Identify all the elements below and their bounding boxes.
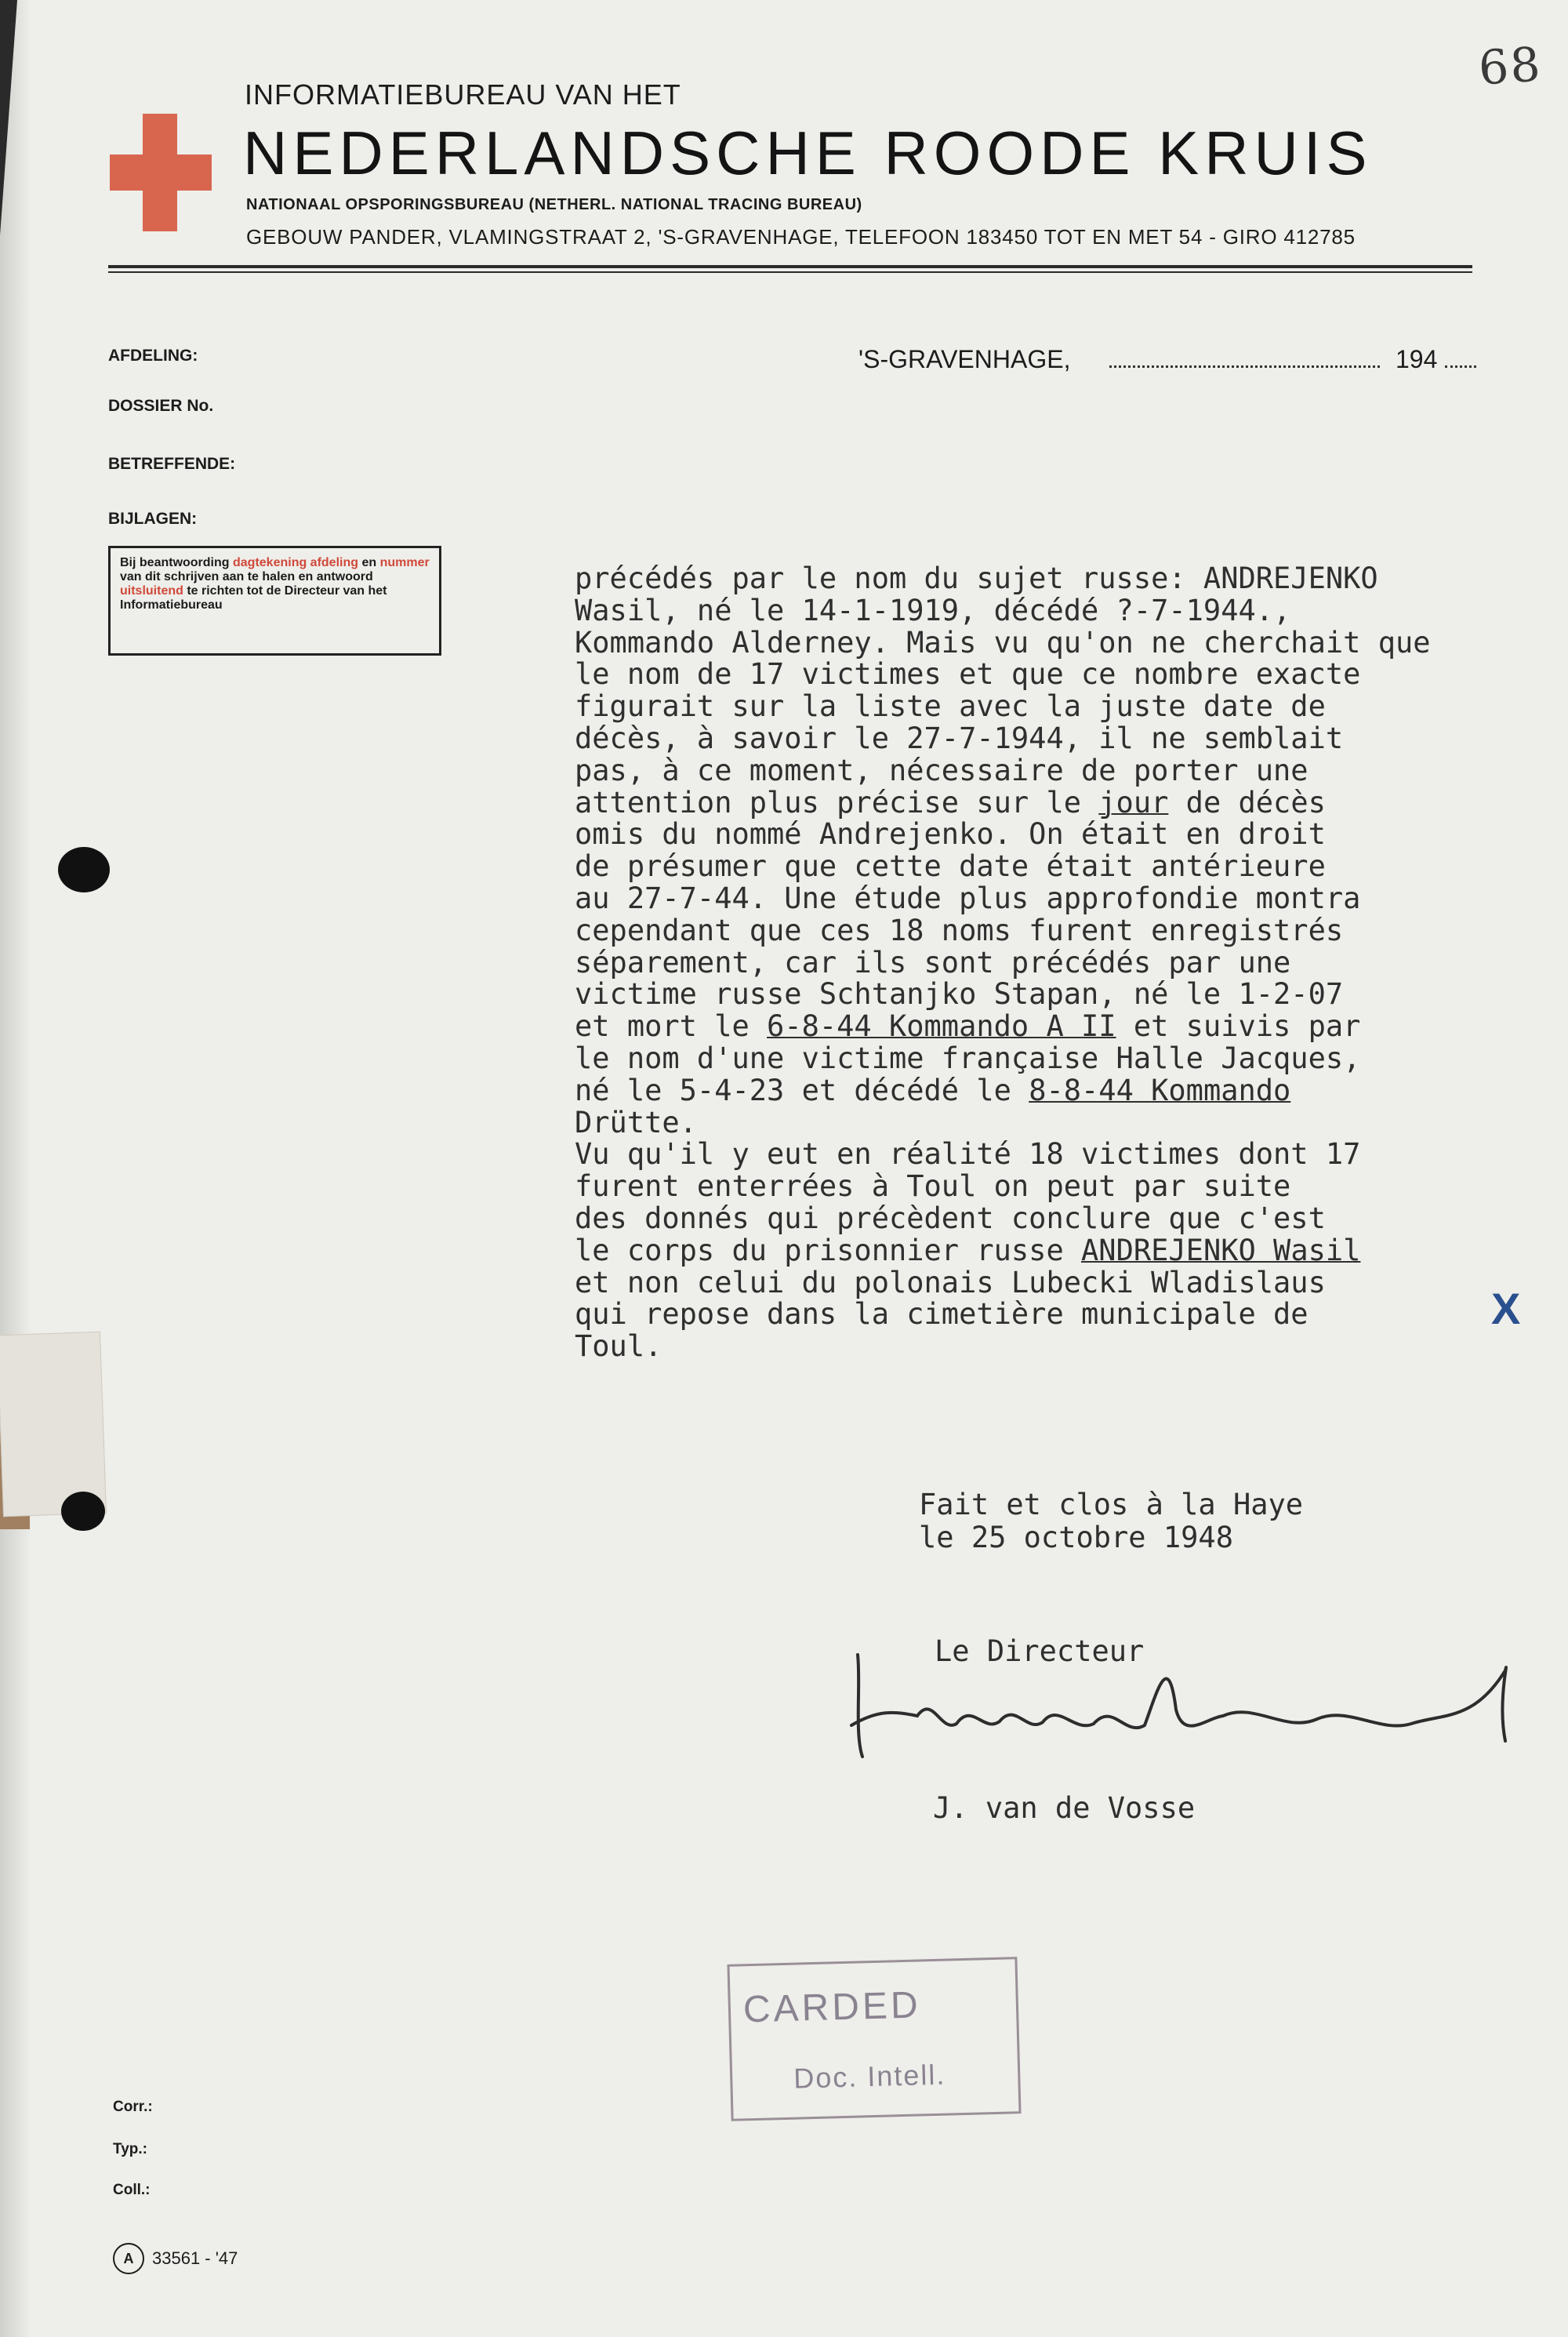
footer-form-code xyxy=(113,2243,238,2274)
body-line: Toul. xyxy=(575,1329,662,1364)
punch-hole-bottom xyxy=(61,1492,105,1531)
letterhead-title: NEDERLANDSCHE ROODE KRUIS xyxy=(243,118,1373,187)
stamp-line1: CARDED xyxy=(742,1984,922,2031)
bijlagen-label: BIJLAGEN: xyxy=(108,510,198,528)
body-line: des donnés qui précèdent conclure que c'est xyxy=(575,1201,1326,1235)
body-line: Drütte. xyxy=(575,1105,697,1139)
footer-corr: Corr.: xyxy=(113,2099,153,2115)
body-line: le corps du prisonnier russe ANDREJENKO Wasil xyxy=(575,1233,1361,1267)
body-line: au 27-7-44. Une étude plus approfondie montra xyxy=(575,881,1361,915)
carded-stamp xyxy=(727,1957,1021,2121)
body-line: victime russe Schtanjko Stapan, né le 1-2-07 xyxy=(575,977,1344,1012)
letterhead-rule-top xyxy=(108,265,1472,268)
body-line: omis du nommé Andrejenko. On était en droit xyxy=(575,817,1326,852)
red-cross-logo xyxy=(110,114,212,231)
body-line: Vu qu'il y eut en réalité 18 victimes dont 17 xyxy=(575,1137,1361,1172)
year-line xyxy=(1445,365,1476,368)
letter-body xyxy=(575,563,1555,1363)
body-line: figurait sur la liste avec la juste date de xyxy=(575,689,1326,724)
punch-hole-top xyxy=(58,847,110,892)
body-line: de présumer que cette date était antérieure xyxy=(575,849,1326,884)
body-line: Wasil, né le 14-1-1919, décédé ?-7-1944., xyxy=(575,593,1291,627)
letterhead-subtitle: NATIONAAL OPSPORINGSBUREAU (NETHERL. NATIONAL TRACING BUREAU) xyxy=(246,196,862,213)
betreffende-label: BETREFFENDE: xyxy=(108,455,236,473)
signatory-name: J. van de Vosse xyxy=(933,1791,1196,1825)
letterhead-rule-bottom xyxy=(108,271,1472,273)
body-line: le nom d'une victime française Halle Jacques, xyxy=(575,1041,1361,1075)
body-line: et mort le 6-8-44 Kommando A II et suivis par xyxy=(575,1009,1361,1044)
date-line xyxy=(1109,365,1380,368)
dossier-label: DOSSIER No. xyxy=(108,397,214,415)
body-line: attention plus précise sur le jour de décès xyxy=(575,785,1326,820)
tape-patch xyxy=(0,1332,107,1517)
body-line: cependant que ces 18 noms furent enregistrés xyxy=(575,913,1344,947)
city-label: 'S-GRAVENHAGE, xyxy=(858,345,1071,373)
circled-letter-icon: A xyxy=(113,2243,144,2274)
letterhead-line1: INFORMATIEBUREAU VAN HET xyxy=(245,78,681,111)
afdeling-label: AFDELING: xyxy=(108,347,198,365)
body-line: qui repose dans la cimetière municipale de xyxy=(575,1297,1308,1332)
body-line: furent enterrées à Toul on peut par suite xyxy=(575,1169,1291,1204)
body-line: décès, à savoir le 27-7-1944, il ne semblait xyxy=(575,721,1344,755)
stamp-line2: Doc. Intell. xyxy=(793,2058,946,2095)
torn-corner xyxy=(0,0,17,235)
body-line: séparement, car ils sont précédés par une xyxy=(575,945,1291,980)
signatory-title: Le Directeur xyxy=(935,1634,1145,1668)
closing-block xyxy=(919,1488,1303,1554)
footer-typ: Typ.: xyxy=(113,2141,147,2157)
body-line: le nom de 17 victimes et que ce nombre exacte xyxy=(575,657,1361,692)
footer-coll: Coll.: xyxy=(113,2182,151,2198)
year-label: 194 xyxy=(1396,345,1438,373)
body-line: pas, à ce moment, nécessaire de porter une xyxy=(575,753,1308,787)
letterhead-address: GEBOUW PANDER, VLAMINGSTRAAT 2, 'S-GRAVENHAGE, TELEFOON 183450 TOT EN MET 54 - GIRO 412785 xyxy=(246,225,1356,249)
body-line: Kommando Alderney. Mais vu qu'on ne cherchait que xyxy=(575,625,1431,660)
body-line: né le 5-4-23 et décédé le 8-8-44 Kommando xyxy=(575,1073,1291,1107)
body-line: et non celui du polonais Lubecki Wladislaus xyxy=(575,1265,1326,1299)
page-number: 68 xyxy=(1476,37,1544,96)
body-line: précédés par le nom du sujet russe: ANDREJENKO xyxy=(575,562,1378,595)
closing-line: le 25 octobre 1948 xyxy=(919,1521,1233,1554)
form-code: 33561 - '47 xyxy=(152,2248,238,2268)
closing-line: Fait et clos à la Haye xyxy=(919,1488,1304,1521)
reply-notice-box: Bij beantwoording dagtekening afdeling en nummer van dit schrijven aan te halen en antwoord uitsluitend te richten tot de Directeur van het Informatiebureau xyxy=(108,546,441,656)
handwritten-signature xyxy=(847,1623,1521,1780)
margin-mark: X xyxy=(1491,1284,1521,1333)
